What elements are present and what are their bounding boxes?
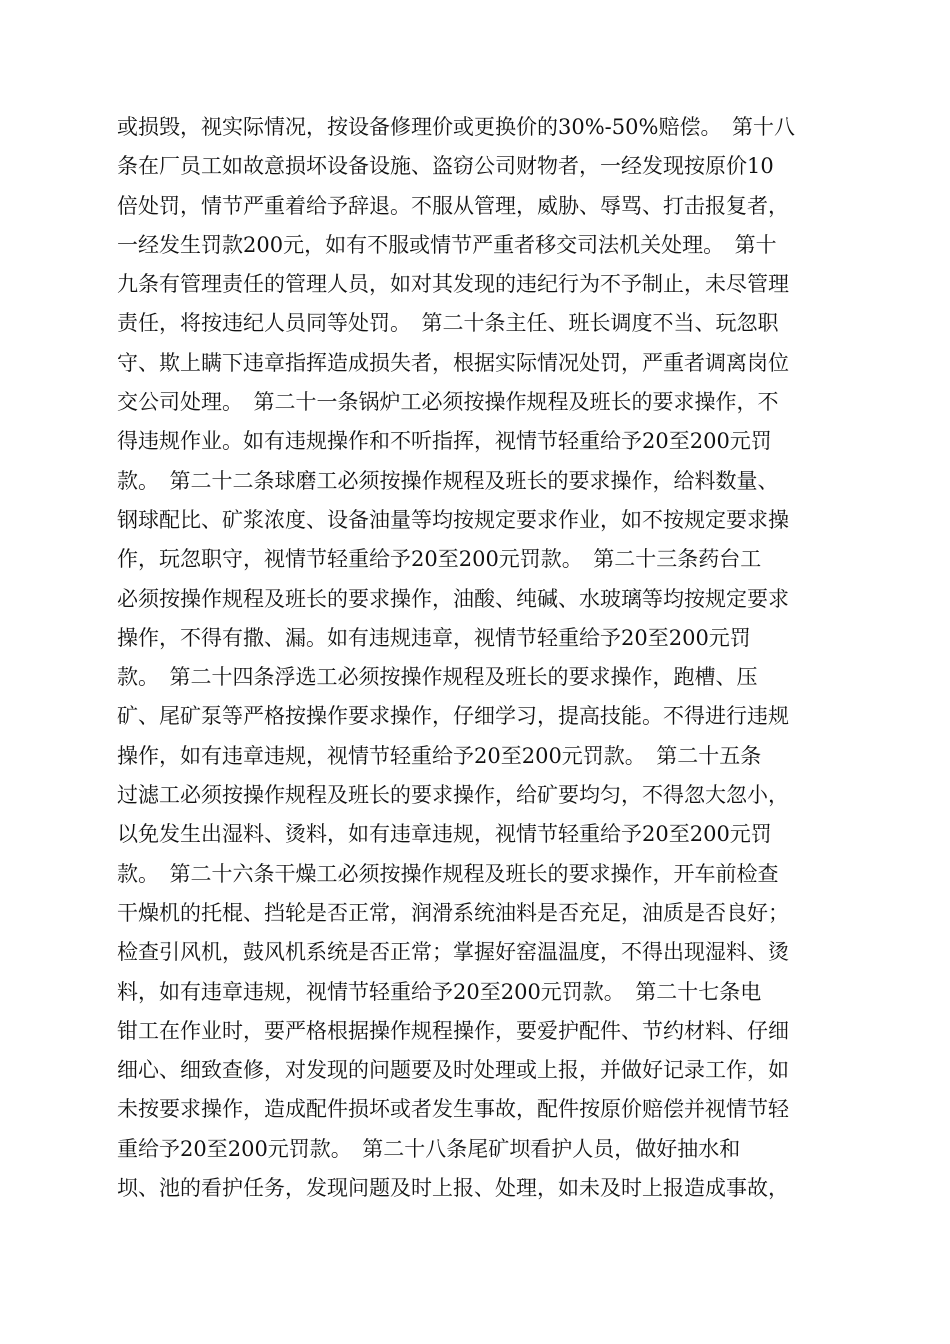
text-line: 操作，不得有撒、漏。如有违规违章，视情节轻重给予20至200元罚: [117, 625, 751, 650]
text-line: 未按要求操作，造成配件损坏或者发生事故，配件按原价赔偿并视情节轻: [117, 1097, 789, 1122]
text-line: 一经发生罚款200元，如有不服或情节严重者移交司法机关处理。 第十: [117, 232, 777, 257]
text-line: 钳工在作业时，要严格根据操作规程操作，要爱护配件、节约材料、仔细: [117, 1018, 789, 1043]
text-line: 条在厂员工如故意损坏设备设施、盗窃公司财物者，一经发现按原价10: [117, 154, 774, 179]
text-line: 款。 第二十二条球磨工必须按操作规程及班长的要求操作，给料数量、: [117, 468, 779, 493]
text-line: 必须按操作规程及班长的要求操作，油酸、纯碱、水玻璃等均按规定要求: [117, 586, 789, 611]
text-line: 守、欺上瞒下违章指挥造成损失者，根据实际情况处罚，严重者调离岗位: [117, 350, 789, 375]
text-line: 细心、细致查修，对发现的问题要及时处理或上报，并做好记录工作，如: [117, 1058, 789, 1083]
text-line: 料，如有违章违规，视情节轻重给予20至200元罚款。 第二十七条电: [117, 979, 762, 1004]
body-text: [117, 108, 837, 1208]
text-line: 坝、池的看护任务，发现问题及时上报、处理，如未及时上报造成事故，: [117, 1176, 789, 1201]
text-line: 得违规作业。如有违规操作和不听指挥，视情节轻重给予20至200元罚: [117, 429, 772, 454]
text-line: 检查引风机，鼓风机系统是否正常；掌握好窑温温度，不得出现湿料、烫: [117, 940, 789, 965]
text-line: 钢球配比、矿浆浓度、设备油量等均按规定要求作业，如不按规定要求操: [117, 507, 789, 532]
text-line: 过滤工必须按操作规程及班长的要求操作，给矿要均匀，不得忽大忽小，: [117, 783, 789, 808]
text-line: 责任，将按违纪人员同等处罚。 第二十条主任、班长调度不当、玩忽职: [117, 311, 779, 336]
text-line: 干燥机的托棍、挡轮是否正常，润滑系统油料是否充足，油质是否良好；: [117, 900, 789, 925]
text-line: 或损毁，视实际情况，按设备修理价或更换价的30%-50%赔偿。 第十八: [117, 115, 795, 139]
text-line: 矿、尾矿泵等严格按操作要求操作，仔细学习，提高技能。不得进行违规: [117, 704, 789, 729]
text-line: 九条有管理责任的管理人员，如对其发现的违纪行为不予制止，未尽管理: [117, 272, 789, 297]
text-line: 倍处罚，情节严重着给予辞退。不服从管理，威胁、辱骂、打击报复者，: [117, 193, 789, 218]
text-line: 以免发生出湿料、烫料，如有违章违规，视情节轻重给予20至200元罚: [117, 822, 772, 847]
text-line: 款。 第二十四条浮选工必须按操作规程及班长的要求操作，跑槽、压: [117, 665, 758, 690]
text-line: 重给予20至200元罚款。 第二十八条尾矿坝看护人员，做好抽水和: [117, 1136, 741, 1161]
text-line: 操作，如有违章违规，视情节轻重给予20至200元罚款。 第二十五条: [117, 743, 762, 768]
text-line: 作，玩忽职守，视情节轻重给予20至200元罚款。 第二十三条药台工: [117, 547, 762, 572]
text-line: 交公司处理。 第二十一条锅炉工必须按操作规程及班长的要求操作，不: [117, 390, 779, 415]
text-line: 款。 第二十六条干燥工必须按操作规程及班长的要求操作，开车前检查: [117, 861, 779, 886]
